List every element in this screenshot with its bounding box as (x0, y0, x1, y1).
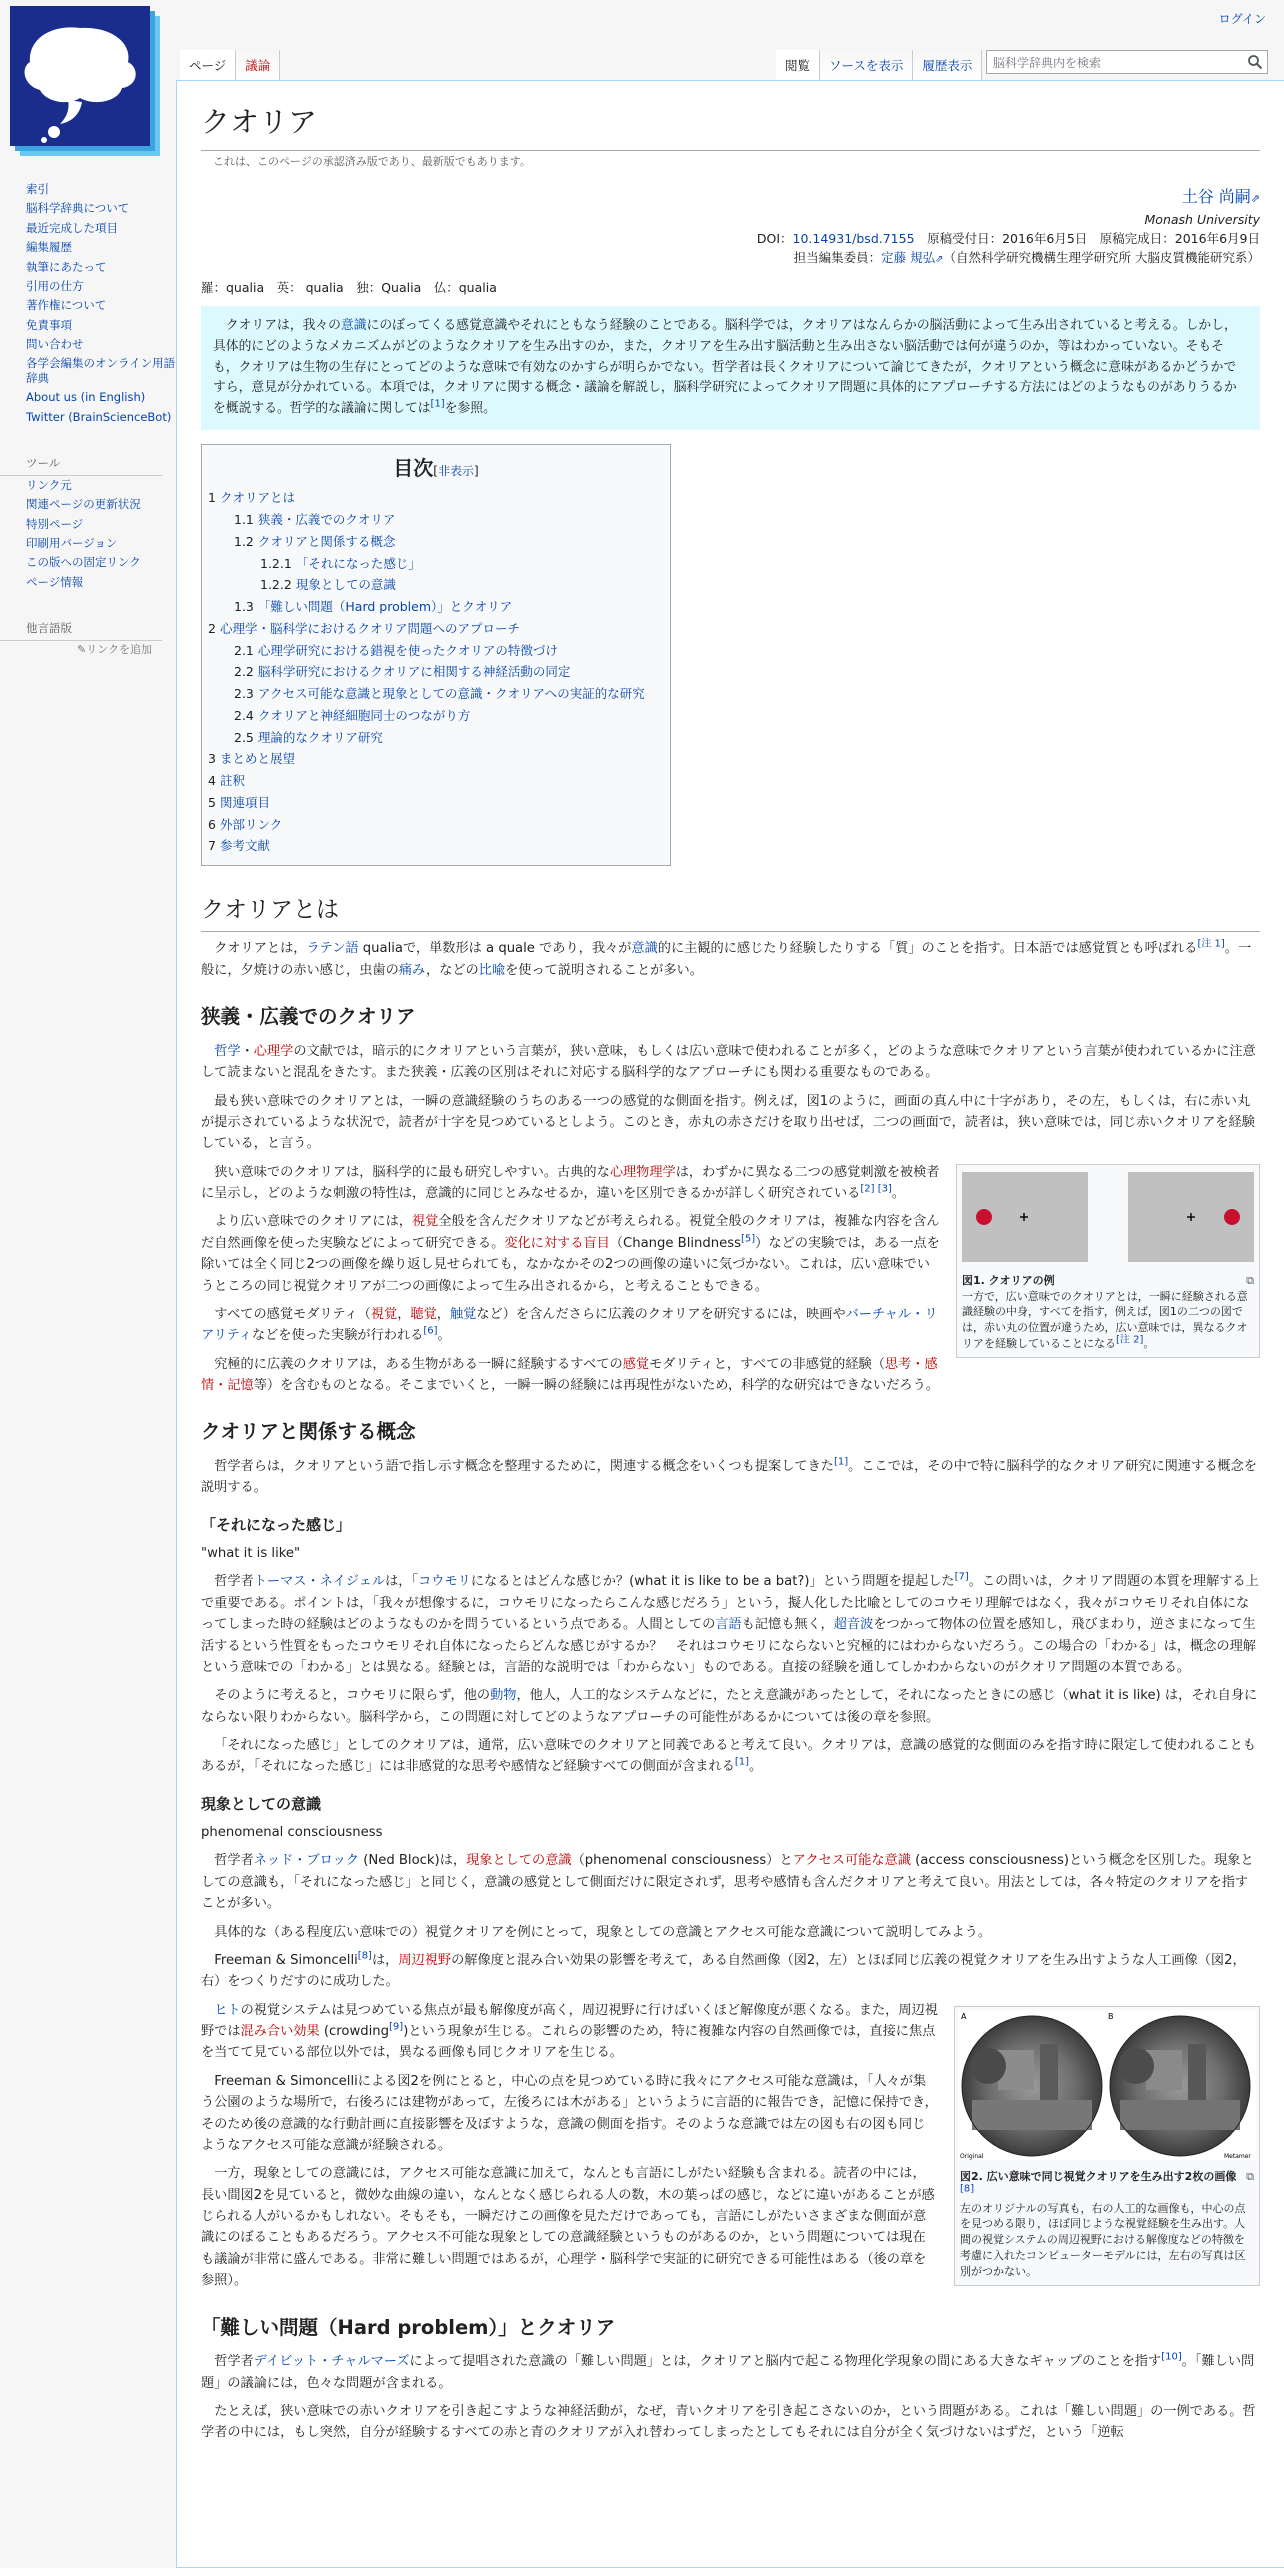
external-link-icon: ⇗ (1250, 191, 1260, 205)
toc-entry-link[interactable]: 参考文献 (219, 838, 270, 854)
link-touch[interactable]: 触覚 (449, 1306, 477, 1322)
paragraph: 哲学者デイビット・チャルマーズによって提唱された意識の「難しい問題」とは，クオリアと脳内で起こる物理化学現象の間にある大きなギャップのことを指す[10]。「難しい問題」の議論には，色々な問題が含まれる。 (201, 2351, 1255, 2391)
add-links-label: リンクを追加 (86, 643, 152, 657)
figure-2-metamer-label: Metamer (1224, 2152, 1251, 2160)
section-heading-narrow-broad: 狭義・広義でのクオリア (201, 1005, 416, 1029)
paragraph: 哲学者らは，クオリアという語で指し示す概念を整理するために，関連する概念をいくつも提案してきた[1]。ここでは，その中で特に脳科学的なクオリア研究に関連する概念を説明する。 (201, 1456, 1257, 1496)
paragraph: ヒトの視覚システムは見つめている焦点が最も解像度が高く，周辺視野に行けばいくほど解像度が悪くなる。また，周辺視野では混み合い効果 (crowding[9])という現象が生じる。これらの影響のため，特に複雑な内容の自然画像では，直接に焦点を当てて見ている部位以外では，異なる画像も同じクオリアを生じる。 (201, 2002, 938, 2061)
figure-1-caption-title: 図1. クオリアの例 (962, 1273, 1055, 1287)
link-senses[interactable]: 感覚 (622, 1356, 650, 1372)
toc-entry[interactable] (208, 727, 664, 749)
ref-6[interactable]: [6] (423, 1325, 438, 1337)
editor-label: 担当編集委員： (793, 250, 882, 266)
toc-entry[interactable] (208, 705, 664, 727)
toc-entry-number: 2.2 (234, 664, 254, 680)
toc-entry[interactable] (208, 596, 664, 618)
site-logo[interactable] (10, 6, 162, 156)
link-metaphor[interactable]: 比喩 (478, 962, 506, 978)
toc-title: 目次[非表示] (393, 455, 479, 480)
toc-entry-number: 1.2.2 (260, 577, 292, 593)
paragraph: Freeman & Simoncelliによる図2を例にとると，中心の点を見つめている時に我々にアクセス可能な意識は，「人々が集う公園のような場所で，右後ろには建物があって，左後ろには木がある」というように言語的に報告でき，記憶に保持でき，そのため後の意識的な行動計画に直接影響を及ぼすような，意識の側面を指す。そのような意識では左の図も右の図も同じようなアクセス可能な意識が経験される。 (201, 2073, 938, 2153)
subsection-heading-phenomenal: 現象としての意識 (201, 1794, 322, 1813)
sidebar-item-twitter[interactable]: Twitter (BrainScienceBot) (26, 409, 172, 424)
editor-link[interactable]: 定藤 規弘 (881, 250, 936, 266)
toc-entry-number: 2.4 (234, 707, 254, 723)
tab-talk[interactable]: 議論 (236, 50, 280, 80)
toc-entry[interactable] (208, 618, 664, 640)
paragraph: 究極的に広義のクオリアは，ある生物がある一瞬に経験するすべての感覚モダリティと，すべての非感覚的経験（思考・感情・記憶等）を含むものとなる。そこまでいくと，一瞬一瞬の経験には再現性がないため，科学的な研究はできないだろう。 (201, 1356, 939, 1394)
link-david-chalmers[interactable]: デイビット・チャルマーズ (253, 2354, 410, 2370)
abstract-text: クオリアは，我々の (225, 318, 341, 334)
tool-item-page-info[interactable]: ページ情報 (26, 574, 84, 589)
toc-entry-link[interactable]: 理論的なクオリア研究 (257, 729, 383, 745)
tool-item-whatlinkshere[interactable]: リンク元 (26, 477, 72, 492)
page-title: クオリア (201, 99, 1260, 151)
toc-entry-number: 5 (208, 794, 216, 810)
login-link[interactable]: ログイン (1218, 12, 1266, 26)
tab-read[interactable]: 閲覧 (776, 50, 820, 80)
link-ned-block[interactable]: ネッド・ブロック (253, 1853, 359, 1869)
paragraph: 最も狭い意味でのクオリアとは，一瞬の意識経験のうちのある一つの感覚的な側面を指す。例えば，図1のように，画面の真ん中に十字があり，その左，もしくは，右に赤い丸が提示されているような状況で，読者が十字を見つめているとしよう。このとき，赤丸の赤さだけを取り出せば，二つの画面で，読者は，狭い意味では，同じ赤いクオリアを経験している，と言う。 (201, 1093, 1255, 1152)
toc-entry[interactable] (208, 683, 664, 705)
link-virtual-reality[interactable]: バーチャル・リアリティ (201, 1306, 938, 1344)
sidebar (0, 180, 176, 660)
tools-heading: ツール (0, 455, 162, 476)
ref-1[interactable]: [1] (834, 1456, 849, 1468)
toc-entry-number: 7 (208, 838, 216, 854)
paragraph: 「それになった感じ」としてのクオリアは，通常，広い意味でのクオリアと同義であると考えて良い。クオリアは，意識の感覚的な側面のみを指す時に限定して使われることもあるが，「それになった感じ」には非感覚的な思考や感情など経験すべての側面が含まれる[1]。 (201, 1738, 1256, 1775)
toc-entry[interactable] (208, 640, 664, 662)
abstract-box (201, 306, 1260, 430)
link-pain[interactable]: 痛み (398, 962, 426, 978)
toc-entry-link[interactable]: アクセス可能な意識と現象としての意識・クオリアへの実証的な研究 (257, 686, 645, 702)
sidebar-item-about-english[interactable]: About us (in English) (26, 390, 146, 405)
sidebar-item-disclaimer[interactable]: 免責事項 (26, 317, 72, 332)
link-change-blindness[interactable]: 変化に対する盲目 (504, 1235, 610, 1251)
tool-item-related-changes[interactable]: 関連ページの更新状況 (26, 497, 141, 512)
toc-entry-link[interactable]: 「それになった感じ」 (295, 555, 421, 571)
link-consciousness[interactable]: 意識 (631, 941, 658, 957)
figure-2-caption-text: 左のオリジナルの写真も，右の人工的な画像も，中心の点を見つめる限り，ほぼ同じような視覚経験を生み出す。人間の視覚システムの周辺視野における解像度などの特徴を考慮に入れたコンピューターモデルには，左右の写真は区別がつかない。 (960, 2201, 1246, 2279)
toc-entry-link[interactable]: 外部リンク (219, 816, 283, 832)
ref-1[interactable]: [1] (734, 1757, 749, 1769)
search-icon[interactable] (1247, 54, 1263, 70)
toc-entry-link[interactable]: 関連項目 (219, 794, 270, 810)
toc-entry-link[interactable]: 「難しい問題（Hard problem）」とクオリア (257, 599, 513, 615)
link-human[interactable]: ヒト (214, 2002, 241, 2018)
language-translations: 羅：qualia 英： qualia 独：Qualia 仏：qualia (201, 279, 497, 295)
link-ultrasound[interactable]: 超音波 (833, 1617, 874, 1633)
figure-1-caption-text: 一方で，広い意味でのクオリアとは，一瞬に経験される意識経験の中身，すべてを指す，例えば，図1の二つの図では，赤い丸の位置が違うため，広い意味では，異なるクオリアを経験していることになる (962, 1289, 1248, 1351)
toc-entry-number: 2.5 (234, 729, 254, 745)
author-block (201, 185, 1260, 268)
ref-1[interactable]: [1] (430, 398, 445, 410)
toc-entry-link[interactable]: クオリアと神経細胞同士のつながり方 (257, 707, 471, 723)
note-2[interactable]: [注 2] (1116, 1334, 1144, 1346)
paragraph: そのように考えると，コウモリに限らず，他の動物，他人，人工的なシステムなどに，たとえ意識があったとして，それになったときにの感じ（what it is like) は，それ自身にならない限りわからない。脳科学から，この問題に対してどのようなアプローチの可能性があるかについては後の章を参照。 (201, 1688, 1258, 1725)
ref-9[interactable]: [9] (389, 2021, 404, 2033)
link-thomas-nagel[interactable]: トーマス・ネイジェル (253, 1574, 386, 1590)
enlarge-icon[interactable]: ⧉ (1246, 1273, 1254, 1287)
figure-2 (954, 2006, 1260, 2287)
languages-heading: 他言語版 (0, 620, 162, 641)
paragraph: 具体的な（ある程度広い意味での）視覚クオリアを例にとって，現象としての意識とアクセス可能な意識について説明してみよう。 (214, 1924, 992, 1940)
toc-entry-link[interactable]: 狭義・広義でのクオリア (257, 512, 396, 528)
ref-5[interactable]: [5] (741, 1233, 756, 1245)
figure-1-caption: ⧉ 図1. クオリアの例 一方で，広い意味でのクオリアとは，一瞬に経験される意識経験の中身，すべてを指す，例えば，図1の二つの図では，赤い丸の位置が違うため，広い意味では，異なるクオリアを経験していることになる[注 2]。 (962, 1273, 1254, 1351)
tool-item-print[interactable]: 印刷用バージョン (26, 536, 118, 550)
toc-title-text: 目次 (393, 455, 434, 480)
toc-entry[interactable] (208, 814, 664, 836)
search-placeholder: 脳科学辞典内を検索 (993, 56, 1102, 70)
sidebar-item-index[interactable]: 索引 (26, 182, 49, 196)
toc-entry-number: 1.1 (234, 512, 254, 528)
toc-list (208, 487, 664, 857)
view-tabs (776, 50, 982, 80)
link-psychophysics[interactable]: 心理物理学 (609, 1164, 676, 1180)
manuscript-dates: 原稿受付日：2016年6月5日 原稿完成日：2016年6月9日 (927, 230, 1260, 246)
sidebar-item-about[interactable]: 脳科学辞典について (26, 201, 130, 216)
enlarge-icon[interactable]: ⧉ (1246, 2169, 1254, 2183)
tab-page[interactable]: ページ (180, 50, 236, 80)
tool-item-special-pages[interactable]: 特別ページ (26, 516, 84, 531)
paragraph: 哲学・心理学の文献では，暗示的にクオリアという言葉が，狭い意味，もしくは広い意味で使われることが多く，どのような意味でクオリアという言葉が使われているかに注意して読まないと混乱をきたす。また狭義・広義の区別はそれに対応する脳科学的なアプローチにも関わる重要なものである。 (201, 1043, 1256, 1081)
doi-label: DOI： (756, 230, 793, 246)
figure-2-label-b: B (1108, 2011, 1114, 2021)
toc-entry[interactable] (208, 574, 664, 596)
toc-entry-link[interactable]: 註釈 (219, 773, 245, 789)
toc-entry-link[interactable]: クオリアとは (219, 490, 295, 506)
abstract-text: を参照。 (444, 400, 496, 416)
english-term: phenomenal consciousness (201, 1825, 383, 1841)
toc-hide-toggle[interactable]: 非表示 (437, 463, 474, 478)
editor-line (201, 248, 1260, 268)
paragraph: すべての感覚モダリティ（視覚，聴覚，触覚など）を含んださらに広義のクオリアを研究するには，映画やバーチャル・リアリティなどを使った実験が行われる[6]。 (201, 1306, 938, 1344)
paragraph: 一方，現象としての意識には，アクセス可能な意識に加えて，なんとも言語にしがたい経験も含まれる。読者の中には，長い間図2を見ていると，微妙な曲線の違い，なんとなく感じられる人の数，木の葉っぱの感じ，などに違いがあることが感じられる人がいるかもしれない。そもそも，一瞬だけこの画像を見ただけであっても，言語にしがたいさまざまな側面が意識にのぼることもあるだろう。アクセス不可能な現象としての意識経験というものがあるのか，という問題については現在も議論が非常に盛んである。非常に難しい問題ではあるが，心理学・脳科学で実証的に研究できる可能性はある（後の章を参照）。 (201, 2166, 935, 2289)
toc-entry-number: 1 (208, 490, 216, 506)
section-heading-qualia: クオリアとは (201, 892, 1260, 932)
toc-entry-number: 2.3 (234, 686, 254, 702)
paragraph: Freeman & Simoncelli[8]は，周辺視野の解像度と混み合い効果の影響を考えて，ある自然画像（図2，左）とほぼ同じ広義の視覚クオリアを生み出すような人工画像（図2，右）をつくりだすのに成功した。 (201, 1950, 1246, 1990)
approved-revision-note: これは、このページの承認済み版であり、最新版でもあります。 (213, 154, 531, 168)
toc-entry-link[interactable]: クオリアと関係する概念 (257, 533, 396, 549)
toc-entry-link[interactable]: 現象としての意識 (295, 577, 396, 593)
sidebar-item-citation[interactable]: 引用の仕方 (26, 278, 84, 293)
sidebar-tools (0, 476, 176, 592)
tool-item-permalink[interactable]: この版への固定リンク (26, 555, 141, 570)
toc-entry-number: 1.2 (234, 533, 254, 549)
paragraph: 哲学者ネッド・ブロック (Ned Block)は，現象としての意識（phenomenal consciousness）とアクセス可能な意識 (access consciousness)という概念を区別した。現象としての意識も，「それになった感じ」と同じく，意識の感覚として側面だけに限定されず，思考や感情も含んだクオリアと考えて良い。用法としては，各々特定のクオリアを指すことが多い。 (201, 1853, 1254, 1912)
link-bat[interactable]: コウモリ (418, 1574, 471, 1590)
paragraph: クオリアとは，ラテン語 qualiaで，単数形は a quale であり，我々が意識的に主観的に感じたり経験したりする「質」のことを指す。日本語では感覚質とも呼ばれる[注 1]。一般に，夕焼けの赤い感じ，虫歯の痛み，などの比喩を使って説明されることが多い。 (201, 939, 1252, 978)
paragraph: たとえば，狭い意味での赤いクオリアを引き起こすような神経活動が，なぜ，青いクオリアを引き起こさないのか，という問題がある。これは「難しい問題」の一例である。哲学者の中には，もし突然，自分が経験するすべての赤と青のクオリアが入れ替わってしまったとしてもそれには自分が全く気づけないはずだ，という「逆転 (201, 2403, 1256, 2441)
sidebar-item-online-dictionaries[interactable]: 各学会編集のオンライン用語辞典 (26, 356, 176, 385)
toc-entry-number: 1.3 (234, 599, 254, 615)
figure-1-image[interactable] (960, 1168, 1256, 1264)
link-audition[interactable]: 聴覚 (410, 1306, 437, 1322)
toc-entry-link[interactable]: 心理学研究における錯視を使ったクオリアの特徴づけ (257, 642, 558, 658)
sidebar-item-edit-history[interactable]: 編集履歴 (26, 240, 72, 255)
pencil-icon: ✎ (77, 643, 87, 657)
external-link-icon: ⇗ (935, 254, 944, 266)
search-input[interactable] (986, 50, 1268, 74)
subsection-heading-what-it-is-like: 「それになった感じ」 (201, 1515, 352, 1534)
link-latin[interactable]: ラテン語 (306, 941, 359, 957)
section-heading-hard-problem: 「難しい問題（Hard problem）」とクオリア (201, 2315, 616, 2339)
figure-2-caption-title: 図2. 広い意味で同じ視覚クオリアを生み出す2枚の画像 (960, 2169, 1237, 2183)
sidebar-item-recent[interactable]: 最近完成した項目 (26, 220, 118, 235)
toc-entry[interactable] (208, 531, 664, 553)
figure-2-caption (958, 2165, 1256, 2283)
tab-history[interactable]: 履歴表示 (913, 50, 982, 80)
toc-entry-link[interactable]: まとめと展望 (219, 751, 295, 767)
editor-affiliation: （自然科学研究機構生理学研究所 大脳皮質機能研究系） (943, 250, 1260, 266)
link-language[interactable]: 言語 (715, 1617, 742, 1633)
add-links[interactable] (0, 641, 176, 660)
ref-2-3[interactable]: [2] [3] (860, 1183, 892, 1195)
note-1[interactable]: [注 1] (1197, 939, 1225, 951)
article-content (176, 80, 1284, 2568)
toc-entry-number: 3 (208, 751, 216, 767)
doi-line (201, 229, 1260, 248)
toc-entry[interactable] (208, 835, 664, 857)
author-affiliation: Monash University (1144, 211, 1260, 227)
figure-1 (956, 1164, 1260, 1359)
sidebar-nav (0, 180, 176, 427)
ref-7[interactable]: [7] (954, 1572, 969, 1584)
toc-entry-link[interactable]: 心理学・脳科学におけるクオリア問題へのアプローチ (219, 620, 520, 636)
figure-2-label-a: A (961, 2011, 967, 2021)
sidebar-item-contact[interactable]: 問い合わせ (26, 337, 84, 351)
table-of-contents (201, 444, 671, 867)
figure-2-image[interactable] (958, 2010, 1256, 2160)
toc-entry-number: 2 (208, 620, 216, 636)
toc-entry-number: 1.2.1 (260, 555, 292, 571)
ref-8[interactable]: [8] (357, 1950, 372, 1962)
toc-entry[interactable] (208, 792, 664, 814)
toc-entry[interactable] (208, 553, 664, 575)
link-vision[interactable]: 視覚 (412, 1214, 439, 1230)
link-thought-emotion-memory[interactable]: 思考・感情・記憶 (201, 1356, 938, 1394)
toc-entry-number: 6 (208, 816, 216, 832)
toc-entry[interactable] (208, 661, 664, 683)
toc-entry[interactable] (208, 509, 664, 531)
ref-10[interactable]: [10] (1161, 2351, 1182, 2363)
doi-link[interactable]: 10.14931/bsd.7155 (792, 230, 915, 246)
ref-8[interactable]: [8] (960, 2182, 975, 2194)
abstract-text: にのぼってくる感覚意識やそれにともなう経験のことである。脳科学では，クオリアはなんらかの脳活動によって生み出されていると考える。しかし，具体的にどのようなメカニズムがどのようなクオリアを生み出すのか，また，クオリアを生み出す脳活動と生み出さない脳活動では何が違うのか，等はわかっていない。そもそも，クオリアは生物の生存にとってどのような意味で有効なのかすらが明らかでない。哲学者は長くクオリアについて論じてきたが，クオリアという概念に意味があるかどうかですら，意見が分かれている。本項では，クオリアに関する概念・議論を解説し，脳科学研究によってクオリア問題に具体的にアプローチする方法にはどのようなものがありうるかを概説する。哲学的な議論に関しては (213, 318, 1237, 416)
link-philosophy[interactable]: 哲学 (214, 1043, 241, 1059)
toc-entry[interactable] (208, 748, 664, 770)
section-heading-related-concepts: クオリアと関係する概念 (201, 1420, 416, 1444)
sidebar-item-copyright[interactable]: 著作権について (26, 298, 107, 313)
sidebar-item-writing[interactable]: 執筆にあたって (26, 259, 107, 274)
link-peripheral-vision[interactable]: 周辺視野 (398, 1952, 452, 1968)
author-link[interactable]: 土谷 尚嗣 (1181, 186, 1251, 206)
link-psychology[interactable]: 心理学 (253, 1043, 294, 1059)
link-consciousness[interactable]: 意識 (340, 318, 367, 334)
toc-entry-number: 4 (208, 773, 216, 789)
namespace-tabs (180, 50, 280, 80)
link-access-consciousness[interactable]: アクセス可能な意識 (792, 1853, 911, 1869)
paragraph: より広い意味でのクオリアには，視覚全般を含んだクオリアなどが考えられる。視覚全般のクオリアは，複雑な内容を含んだ自然画像を使った実験などによって研究できる。変化に対する盲目（Change Blindness[5]）などの実験では，ある一点を除いては全く同じ2つの画像を繰り返し見せられても，なかなかその2つの画像の違いに気づかない。これは，広い意味でいうところの同じ視覚クオリアが二つの画像によって生み出されるから，と考えることもできる。 (201, 1214, 940, 1294)
english-term: "what it is like" (201, 1546, 301, 1562)
link-phenomenal-consciousness[interactable]: 現象としての意識 (466, 1853, 572, 1869)
paragraph: 狭い意味でのクオリアは，脳科学的に最も研究しやすい。古典的な心理物理学は，わずかに異なる二つの感覚刺激を被検者に呈示し，どのような刺激の特性は，意識的に同じとみなせるか，違いを区別できるかが詳しく研究されている[2] [3]。 (201, 1164, 940, 1202)
tab-view-source[interactable]: ソースを表示 (820, 50, 913, 80)
link-animal[interactable]: 動物 (490, 1688, 517, 1704)
link-vision[interactable]: 視覚 (370, 1306, 398, 1322)
toc-entry-link[interactable]: 脳科学研究におけるクオリアに相関する神経活動の同定 (257, 664, 571, 680)
toc-entry[interactable] (208, 770, 664, 792)
paragraph: 哲学者トーマス・ネイジェルは，「コウモリになるとはどんな感じか？(what it is like to be a bat?)」という問題を提起した[7]。この問いは，クオリア問題の本質を理解する上で重要である。ポイントは，「我々が想像するに，コウモリになったらこんな感じだろう」という，擬人化した比喩としてのコウモリ理解ではなく，我々がコウモリそれ自体になってしまった時の経験はどのようなものかを問うているという点である。人間としての言語も記憶も無く，超音波をつかって物体の位置を感知し，飛びまわり，逆さまになって生活するという性質をもったコウモリそれ自体になったらどんな感じがするか？ それはコウモリにならないと究極的にはわからないだろう。この場合の「わかる」は，概念の理解という意味での「わかる」とは異なる。経験とは，言語的な説明では「わからない」ものである。直接の経験を通してしかわからないのがクオリア問題の本質である。 (201, 1572, 1259, 1675)
toc-entry-number: 2.1 (234, 642, 254, 658)
link-crowding[interactable]: 混み合い効果 (240, 2024, 320, 2040)
figure-2-original-label: Original (960, 2152, 984, 2160)
toc-entry[interactable] (208, 487, 664, 509)
